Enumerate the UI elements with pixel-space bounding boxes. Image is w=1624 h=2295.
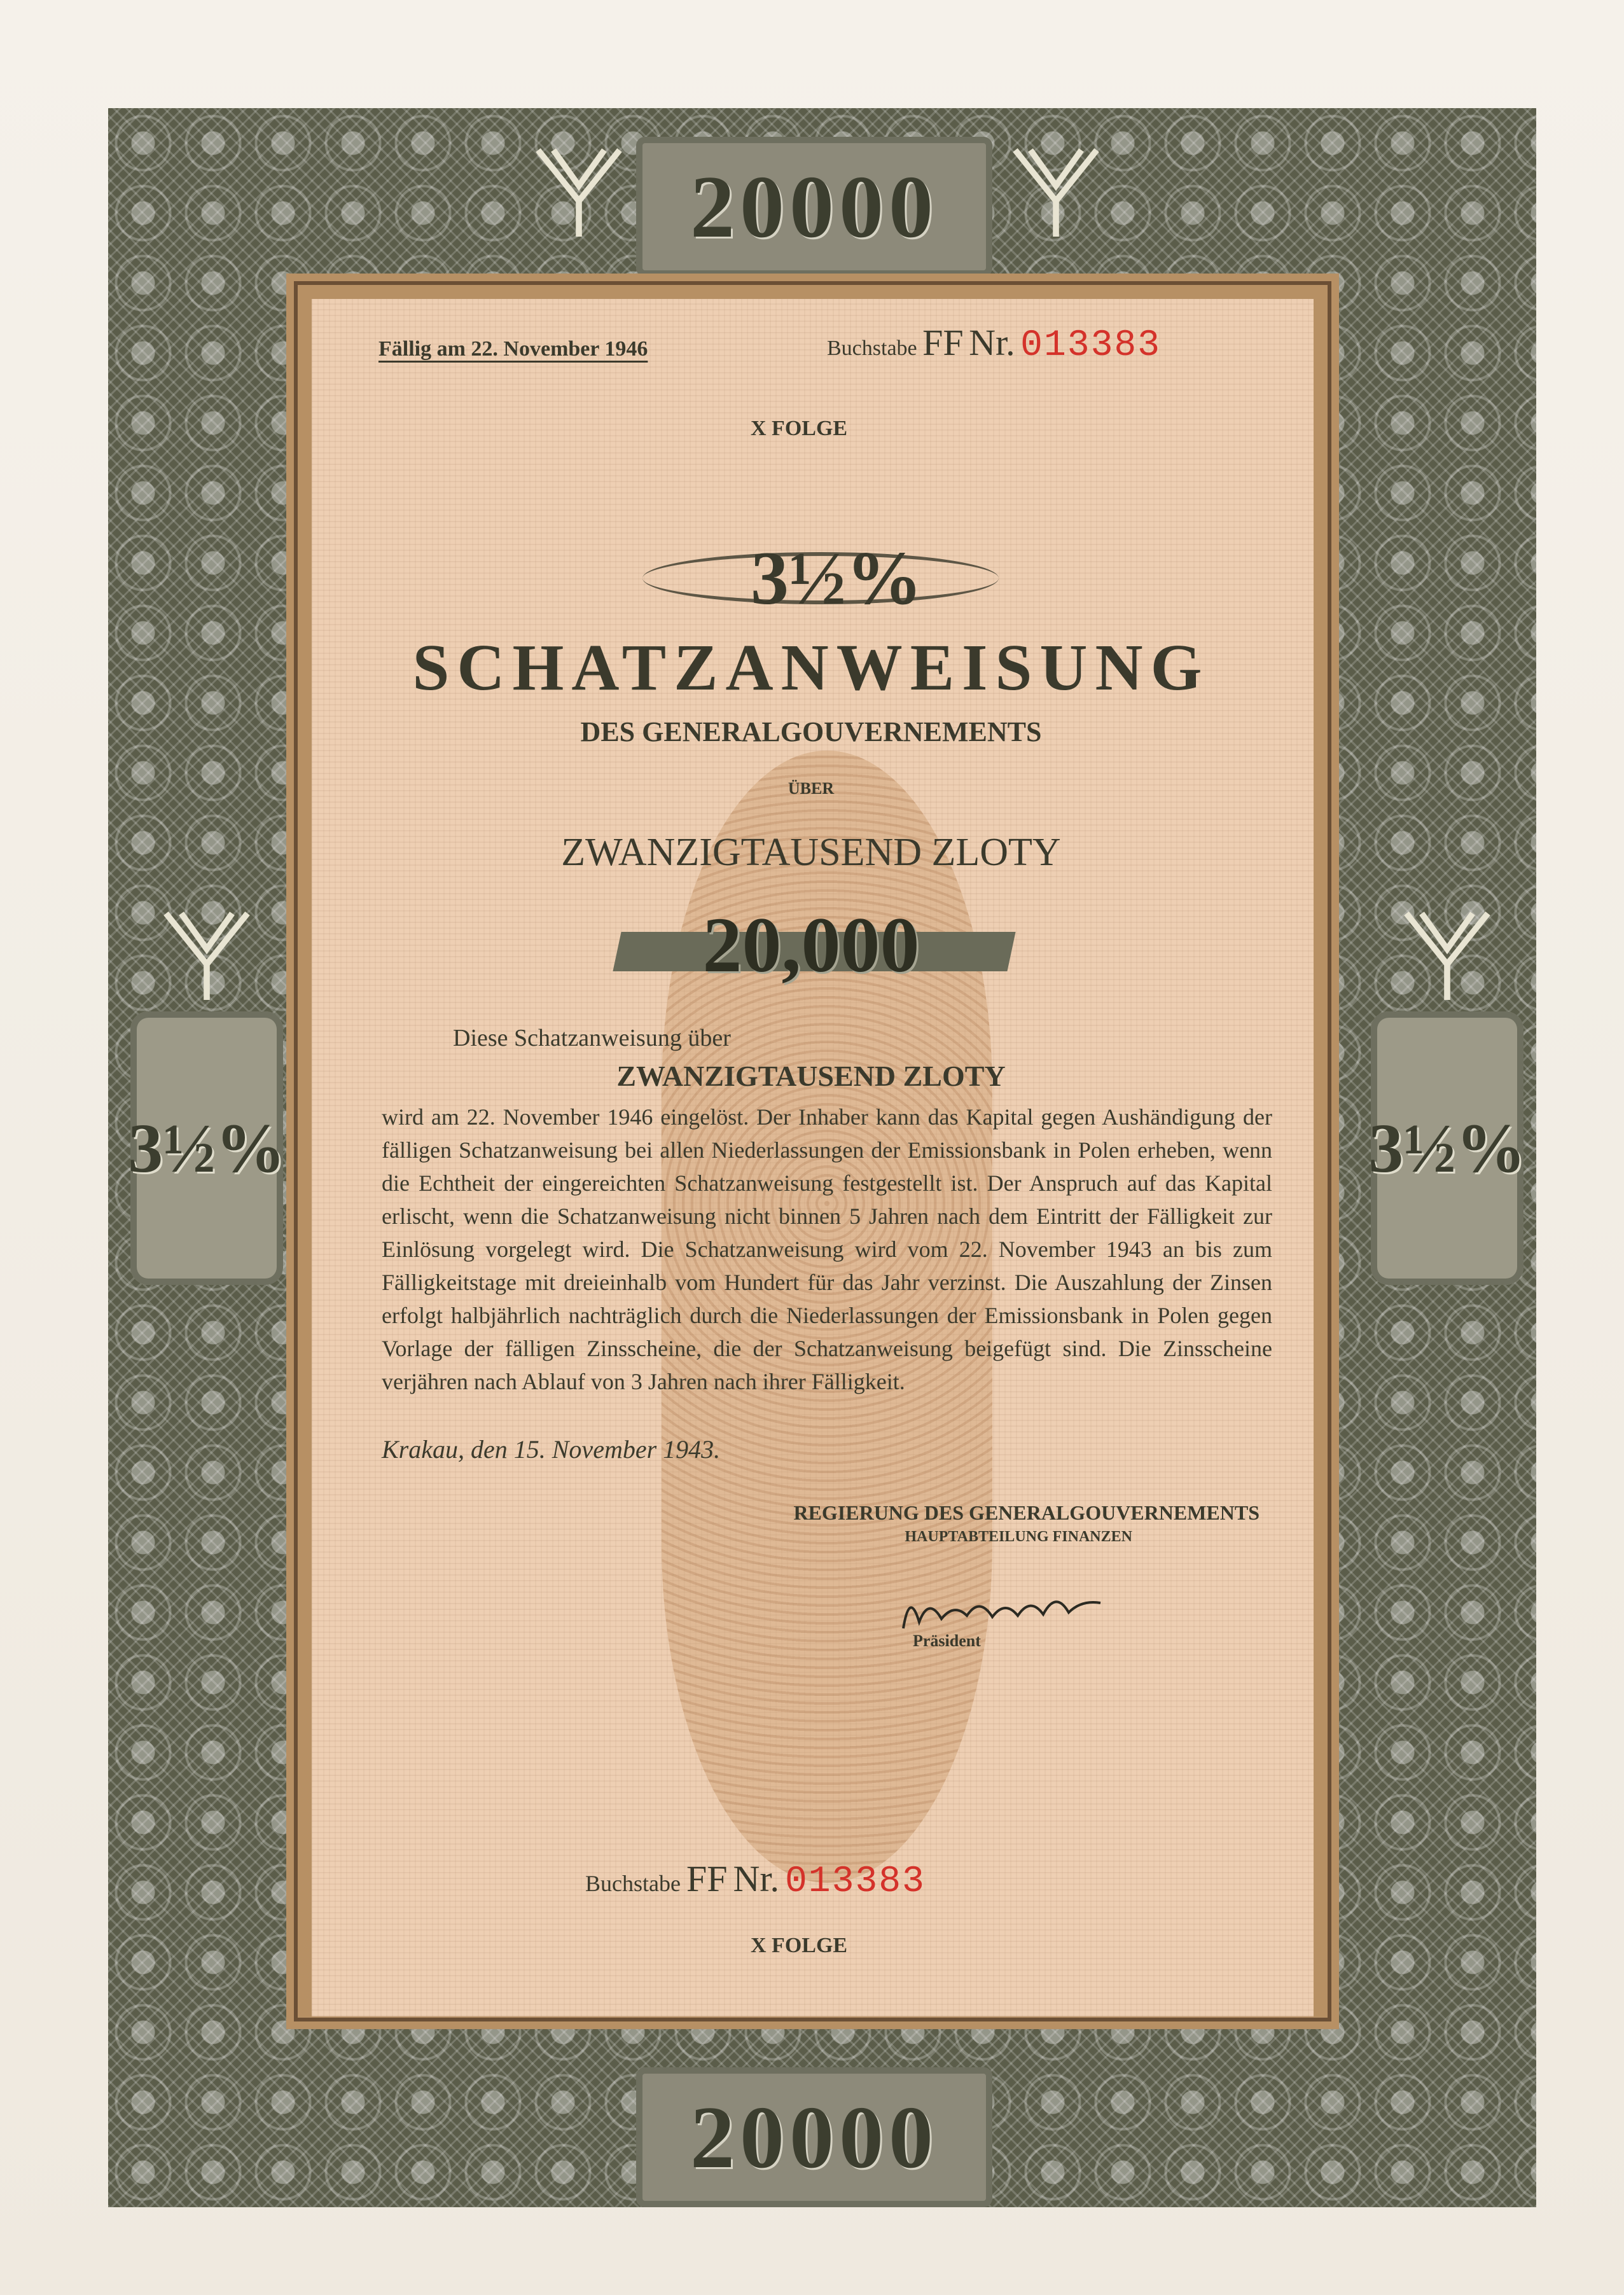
maturity-date: Fällig am 22. November 1946 (378, 337, 648, 361)
right-rate-cartouche (1368, 1011, 1526, 1285)
serial-line-top (827, 321, 1161, 366)
letter-code: FF (922, 322, 964, 363)
bottom-value: 20000 (690, 2088, 938, 2187)
amount-number: 20,000 (702, 901, 920, 988)
page-title: SCHATZANWEISUNG (412, 631, 1210, 704)
nr-label: Nr. (733, 1858, 779, 1899)
series-bottom: X FOLGE (751, 1934, 848, 1957)
letter-label: Buchstabe (827, 336, 917, 360)
serial-number: 013383 (1020, 325, 1161, 366)
serial-number: 013383 (784, 1861, 926, 1903)
issuer: REGIERUNG DES GENERALGOUVERNEMENTS (793, 1501, 1260, 1524)
nr-label: Nr. (969, 322, 1015, 363)
top-value-cartouche (636, 137, 992, 277)
subtitle: DES GENERALGOUVERNEMENTS (580, 716, 1042, 747)
fleur-ornament-icon (156, 903, 258, 1005)
top-value: 20000 (690, 157, 938, 256)
left-rate-cartouche (128, 1011, 286, 1285)
fleur-ornament-icon (1005, 140, 1107, 242)
letter-code: FF (686, 1858, 728, 1899)
place-date: Krakau, den 15. November 1943. (382, 1435, 721, 1464)
bottom-value-cartouche (636, 2067, 992, 2207)
fleur-ornament-icon (528, 140, 630, 242)
ueber-label: ÜBER (788, 779, 835, 798)
amount-words: ZWANZIGTAUSEND ZLOTY (561, 831, 1061, 874)
body-intro: Diese Schatzanweisung über (453, 1025, 731, 1051)
body-text: wird am 22. November 1946 eingelöst. Der Inhaber kann das Kapital gegen Aushändigung der fälligen Schatzanweisung bei allen Niederlassungen der Emissionsbank in Polen erheben, wenn die Echtheit der eingereichten Schatzanweisung festgestellt ist. Der Anspruch auf das Kapital erlischt, wenn die Schatzanweisung nicht binnen 5 Jahren nach dem Eintritt der Fälligkeit zur Einlösung vorgelegt wird. Die Schatzanweisung wird vom 22. November 1943 an bis zum Fälligkeitstage mit dreieinhalb vom Hundert für das Jahr verzinst. Die Auszahlung der Zinsen erfolgt halbjährlich nachträglich durch die Niederlassungen der Emissionsbank in Polen gegen Vorlage der fälligen Zinsscheine, die der Schatzanweisung beigefügt sind. Die Zinsscheine verjähren nach Ablauf von 3 Jahren nach ihrer Fälligkeit. (382, 1104, 1272, 1394)
interest-rate: 3½% (751, 536, 922, 620)
signer-title: Präsident (913, 1632, 981, 1650)
fleur-ornament-icon (1396, 903, 1498, 1005)
issuer-department: HAUPTABTEILUNG FINANZEN (905, 1529, 1132, 1545)
left-rate: 3½% (128, 1109, 286, 1187)
body-amount: ZWANZIGTAUSEND ZLOTY (616, 1060, 1006, 1092)
letter-label: Buchstabe (585, 1871, 681, 1896)
serial-line-bottom (585, 1857, 926, 1903)
series-top: X FOLGE (751, 417, 848, 440)
right-rate: 3½% (1368, 1109, 1526, 1187)
